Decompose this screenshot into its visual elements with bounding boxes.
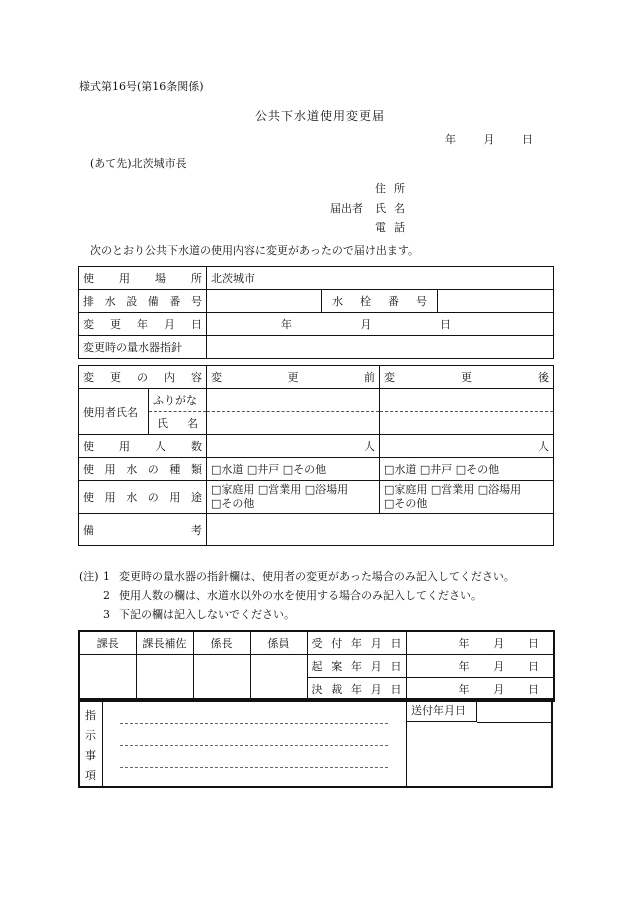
- furigana-before[interactable]: [207, 389, 380, 412]
- stamp-kakariin[interactable]: [250, 655, 307, 702]
- note-1-num: 1: [103, 570, 110, 583]
- name-before[interactable]: [207, 412, 380, 435]
- name-row-label: 氏 名: [157, 417, 198, 430]
- drain-value[interactable]: [207, 290, 322, 313]
- send-date-label: 送付年月日: [407, 700, 477, 722]
- received-date-value[interactable]: [406, 631, 554, 655]
- change-table: [78, 365, 554, 546]
- remarks-label: 備 考: [83, 523, 202, 537]
- header-date: [445, 133, 533, 147]
- furigana-after[interactable]: [380, 389, 554, 412]
- received-year: 年: [458, 637, 470, 650]
- water-use-after[interactable]: [380, 481, 554, 514]
- instructions-char-4: 項: [85, 769, 96, 782]
- instructions-line-1: [120, 723, 388, 724]
- instructions-label: [80, 700, 103, 786]
- change-date-value[interactable]: [207, 313, 554, 336]
- water-use-label: 使 用 水 の 用 途: [83, 491, 202, 504]
- stamp-kacho-hosa[interactable]: [136, 655, 193, 702]
- applicant-prefix: 届出者: [330, 202, 363, 215]
- remarks-value[interactable]: [207, 514, 554, 546]
- note-3-text: 下記の欄は記入しないでください。: [119, 608, 295, 621]
- instructions-char-1: 指: [85, 709, 96, 722]
- faucet-value[interactable]: [438, 290, 554, 313]
- name-after[interactable]: [380, 412, 554, 435]
- water-use-before-line2: □その他: [211, 497, 255, 510]
- location-label: 使 用 場 所: [83, 272, 202, 285]
- phone-label: 電話: [375, 221, 413, 234]
- note-prefix: (注): [79, 570, 99, 583]
- meter-label: 変更時の量水器指針: [79, 336, 207, 359]
- meter-value[interactable]: [207, 336, 554, 359]
- water-use-before-line1: □家庭用 □営業用 □浴場用: [211, 483, 349, 496]
- date-day: 日: [522, 133, 533, 146]
- water-type-label: 使 用 水 の 種 類: [83, 463, 202, 476]
- received-date-label: 受 付 年 月 日: [307, 631, 406, 655]
- user-name-label: 使用者氏名: [79, 389, 149, 435]
- header-kakariin: 係員: [250, 631, 307, 655]
- water-type-after[interactable]: □水道 □井戸 □その他: [380, 458, 554, 481]
- furigana-label: ふりがな: [149, 389, 207, 412]
- water-type-before[interactable]: □水道 □井戸 □その他: [207, 458, 380, 481]
- note-2-num: 2: [103, 589, 110, 602]
- note-2-text: 使用人数の欄は、水道水以外の水を使用する場合のみ記入してください。: [119, 589, 482, 602]
- users-label: 使 用 人 数: [83, 440, 202, 453]
- form-title: 公共下水道使用変更届: [255, 109, 386, 123]
- office-table: [78, 630, 555, 702]
- header-kakaricho: 係長: [193, 631, 250, 655]
- approval-month: 月: [493, 683, 505, 696]
- draft-date-label: 起 案 年 月 日: [307, 655, 406, 678]
- change-date-label: 変 更 年 月 日: [83, 318, 202, 331]
- intro-text: 次のとおり公共下水道の使用内容に変更があったので届け出ます。: [90, 244, 420, 257]
- draft-year: 年: [458, 660, 470, 673]
- name-label: 氏名: [375, 202, 413, 215]
- send-notes-area[interactable]: [407, 722, 551, 786]
- approval-date-label: 決 裁 年 月 日: [307, 678, 406, 702]
- content-label: 変 更 の 内 容: [83, 371, 202, 384]
- water-use-after-line1: □家庭用 □営業用 □浴場用: [384, 483, 522, 496]
- drain-label: 排 水 設 備 番 号: [83, 295, 202, 308]
- date-month: 月: [483, 133, 495, 146]
- addressee: (あて先)北茨城市長: [90, 157, 187, 170]
- location-value[interactable]: 北茨城市: [207, 267, 554, 290]
- change-date-day: 日: [440, 318, 451, 331]
- change-date-year: 年: [281, 318, 292, 331]
- received-month: 月: [493, 637, 505, 650]
- faucet-label: 水 栓 番 号: [332, 295, 427, 308]
- note-1-text: 変更時の量水器の指針欄は、使用者の変更があった場合のみ記入してください。: [119, 570, 515, 583]
- address-label: 住所: [375, 182, 413, 195]
- instructions-char-2: 示: [85, 729, 96, 742]
- draft-month: 月: [493, 660, 505, 673]
- after-label: 変 更 後: [384, 371, 549, 384]
- draft-date-value[interactable]: [406, 655, 554, 678]
- instructions-char-3: 事: [85, 749, 96, 762]
- received-day: 日: [528, 637, 539, 650]
- stamp-kakaricho[interactable]: [193, 655, 250, 702]
- send-date-value[interactable]: [477, 700, 551, 723]
- users-before[interactable]: 人: [207, 435, 380, 458]
- users-after[interactable]: 人: [380, 435, 554, 458]
- approval-day: 日: [528, 683, 539, 696]
- date-year: 年: [445, 133, 456, 146]
- note-3-num: 3: [103, 608, 110, 621]
- form-number: 様式第16号(第16条関係): [79, 80, 204, 93]
- approval-year: 年: [458, 683, 470, 696]
- header-kacho-hosa: 課長補佐: [136, 631, 193, 655]
- before-label: 変 更 前: [211, 371, 375, 384]
- water-use-before[interactable]: [207, 481, 380, 514]
- header-kacho: 課長: [79, 631, 136, 655]
- stamp-kacho[interactable]: [79, 655, 136, 702]
- instructions-line-2: [120, 745, 388, 746]
- instructions-line-3: [120, 767, 388, 768]
- draft-day: 日: [528, 660, 539, 673]
- instructions-block: [78, 698, 553, 788]
- usage-table: [78, 266, 554, 359]
- change-date-month: 月: [360, 318, 372, 331]
- water-use-after-line2: □その他: [384, 497, 428, 510]
